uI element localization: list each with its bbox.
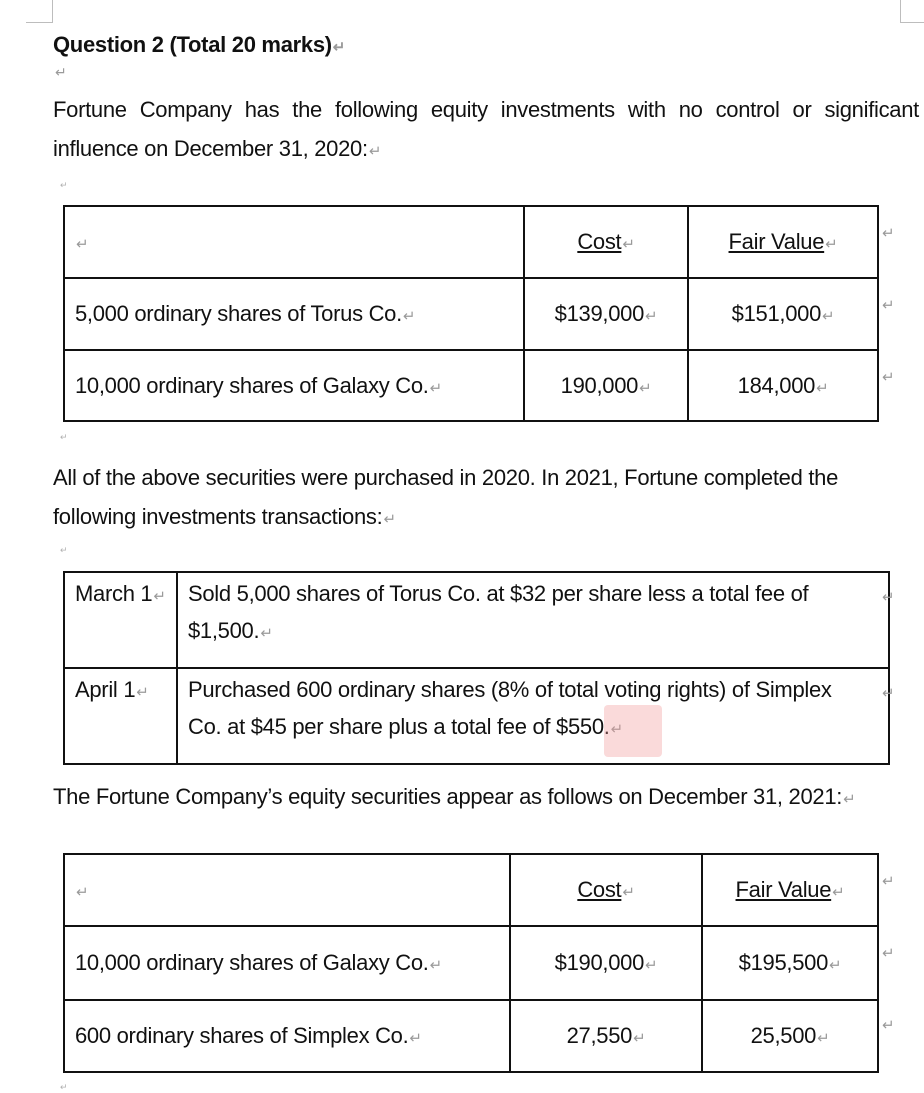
table-header-row: [64, 206, 878, 278]
table-header-cell: Fair Value ↵: [688, 206, 878, 278]
table-header-cell: [64, 854, 510, 926]
table-cell-description: 10,000 ordinary shares of Galaxy Co. ↵: [64, 926, 510, 1000]
paragraph-mark-icon: [369, 143, 381, 160]
cell-mark-icon: [409, 1030, 421, 1047]
table-row: [64, 1000, 878, 1072]
table-cell-cost: $139,000 ↵: [524, 278, 688, 350]
cell-mark-icon: [260, 625, 272, 642]
cell-mark-icon: [825, 236, 837, 253]
cell-mark-icon: [633, 1030, 645, 1047]
cell-mark-icon: [430, 380, 442, 397]
table-cell-fair-value: $151,000 ↵: [688, 278, 878, 350]
transaction-date: April 1 ↵: [64, 668, 177, 764]
table-header-cell: Cost ↵: [524, 206, 688, 278]
table-row: [64, 668, 889, 764]
cell-mark-icon: [430, 957, 442, 974]
transaction-date: March 1 ↵: [64, 572, 177, 668]
year-end-intro-paragraph: The Fortune Company’s equity securities appear as follows on December 31, 2021: ↵: [53, 777, 919, 819]
cell-mark-icon: [639, 380, 651, 397]
investments-2020-table: [63, 205, 879, 422]
row-end-mark-icon: [882, 588, 895, 606]
row-end-mark-icon: [882, 684, 895, 702]
transaction-description: Sold 5,000 shares of Torus Co. at $32 per share less a total fee of $1,500. ↵: [177, 572, 889, 668]
paragraph-mark-icon: [843, 791, 855, 808]
table-cell-fair-value: $195,500 ↵: [702, 926, 878, 1000]
table-cell-cost: $190,000 ↵: [510, 926, 702, 1000]
cell-mark-icon: [832, 884, 844, 901]
cell-mark-icon: [645, 308, 657, 325]
small-paragraph-mark-icon: [60, 545, 68, 556]
cell-mark-icon: [153, 588, 165, 605]
table-row: [64, 278, 878, 350]
table-cell-fair-value: 184,000 ↵: [688, 350, 878, 421]
cell-mark-icon: [403, 308, 415, 325]
cell-mark-icon: [76, 884, 88, 901]
empty-paragraph-mark-icon: [55, 64, 67, 81]
table-cell-cost: 190,000 ↵: [524, 350, 688, 421]
cell-mark-icon: [645, 957, 657, 974]
row-end-mark-icon: [882, 368, 895, 386]
small-paragraph-mark-icon: [60, 1082, 68, 1093]
table-cell-description: 5,000 ordinary shares of Torus Co. ↵: [64, 278, 524, 350]
cell-mark-icon: [822, 308, 834, 325]
row-end-mark-icon: [882, 944, 895, 962]
small-paragraph-mark-icon: [60, 180, 68, 191]
table-row: [64, 572, 889, 668]
watermark-logo: [604, 705, 662, 757]
transactions-table: [63, 571, 890, 765]
table-row: [64, 350, 878, 421]
cell-mark-icon: [76, 236, 88, 253]
intro-paragraph: Fortune Company has the following equity investments with no control or significant influence on December 31, 2020: ↵: [53, 90, 919, 171]
row-end-mark-icon: [882, 872, 895, 890]
table-cell-fair-value: 25,500 ↵: [702, 1000, 878, 1072]
cell-mark-icon: [622, 884, 634, 901]
table-header-cell: [64, 206, 524, 278]
table-cell-cost: 27,550 ↵: [510, 1000, 702, 1072]
page-corner-mark-left: [26, 0, 53, 23]
table-header-cell: Cost ↵: [510, 854, 702, 926]
cell-mark-icon: [622, 236, 634, 253]
cell-mark-icon: [829, 957, 841, 974]
table-header-row: [64, 854, 878, 926]
table-cell-description: 600 ordinary shares of Simplex Co. ↵: [64, 1000, 510, 1072]
transaction-description: Purchased 600 ordinary shares (8% of total voting rights) of Simplex Co. at $45 per share plus a total fee of $550. ↵: [177, 668, 889, 764]
small-paragraph-mark-icon: [60, 432, 68, 443]
cell-mark-icon: [817, 1030, 829, 1047]
row-end-mark-icon: [882, 296, 895, 314]
page-corner-mark-right: [900, 0, 924, 23]
paragraph-mark-icon: [383, 511, 395, 528]
cell-mark-icon: [816, 380, 828, 397]
row-end-mark-icon: [882, 1016, 895, 1034]
question-heading: Question 2 (Total 20 marks) ↵: [53, 32, 345, 58]
table-row: [64, 926, 878, 1000]
paragraph-mark-icon: [333, 39, 345, 56]
cell-mark-icon: [136, 684, 148, 701]
row-end-mark-icon: [882, 224, 895, 242]
table-cell-description: 10,000 ordinary shares of Galaxy Co. ↵: [64, 350, 524, 421]
investments-2021-table: [63, 853, 879, 1073]
transactions-intro-paragraph: All of the above securities were purchased in 2020. In 2021, Fortune completed the following investments transactions: ↵: [53, 458, 919, 539]
table-header-cell: Fair Value ↵: [702, 854, 878, 926]
